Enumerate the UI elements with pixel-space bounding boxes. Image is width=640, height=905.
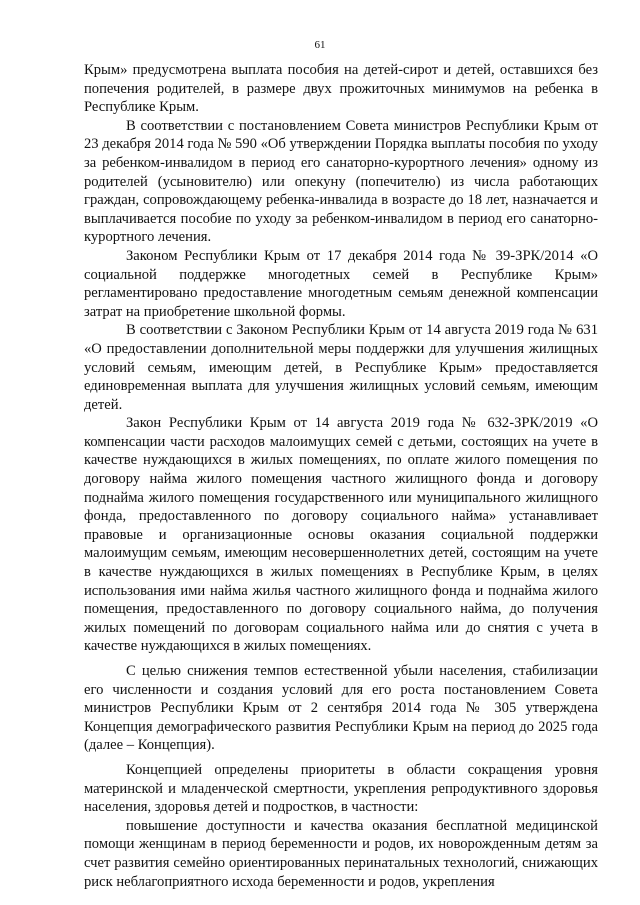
paragraph-concept-305: С целью снижения темпов естественной убыли населения, стабилизации его численности и создания условий для его роста постановлением Совета министров Республики Крым от 2 сентября 2014 года № 305 утверждена Концепция демографического развития Республики Крым на период до 2025 года (далее – Концепция). [84, 663, 598, 754]
document-body [84, 61, 598, 891]
paragraph-priorities: Концепцией определены приоритеты в области сокращения уровня материнской и младенческой смертности, укрепления репродуктивного здоровья населения, здоровья детей и подростков, в частности: [84, 761, 598, 816]
paragraph-decree-590: В соответствии с постановлением Совета министров Республики Крым от 23 декабря 2014 года № 590 «Об утверждении Порядка выплаты пособия по уходу за ребенком-инвалидом в период его санаторно-курортного лечения» одному из родителей (усыновителю) или опекуну (попечителю) из числа работающих граждан, сопровождающему ребенка-инвалида в возрасте до 18 лет, назначается и выплачивается пособие по уходу за ребенком-инвалидом в период его санаторно-курортного лечения. [84, 117, 599, 246]
paragraph-law-632: Закон Республики Крым от 14 августа 2019 года № 632-ЗРК/2019 «О компенсации части расходов малоимущих семей с детьми, состоящих на учете в качестве нуждающихся в жилых помещениях, по оплате жилого помещения по договору найма жилого помещения частного жилищного фонда и договору поднайма жилого помещения государственного или муниципального жилищного фонда, предоставленного по договору социального найма» устанавливает правовые и организационные основы оказания социальной поддержки малоимущим семьям, имеющим несовершеннолетних детей, состоящим на учете в качестве нуждающихся в жилых помещениях в Республике Крым, в целях использования ими найма жилья частного жилищного фонда и поднайма жилого помещения, предоставленного по договору социального найма, до получения жилых помещений по договорам социального найма или до снятия с учета в качестве нуждающихся в жилых помещениях. [84, 415, 598, 655]
paragraph-medical-care: повышение доступности и качества оказания бесплатной медицинской помощи женщинам в период беременности и родов, их новорожденным детям за счет развития семейно ориентированных перинатальных технологий, снижающих риск неблагоприятного исхода беременности и родов, укрепления [84, 817, 598, 890]
paragraph-continuation: Крым» предусмотрена выплата пособия на детей-сирот и детей, оставшихся без попечения родителей, в размере двух прожиточных минимумов на ребенка в Республике Крым. [84, 62, 598, 116]
paragraph-law-631: В соответствии с Законом Республики Крым от 14 августа 2019 года № 631 «О предоставлении дополнительной меры поддержки для улучшения жилищных условий семьям, имеющим детей, в Республике Крым» предоставляется единовременная выплата для улучшения жилищных условий семьям, имеющим детей. [84, 322, 598, 413]
paragraph-law-39: Законом Республики Крым от 17 декабря 2014 года № 39-ЗРК/2014 «О социальной поддержке многодетных семей в Республике Крым» регламентировано предоставление многодетным семьям денежной компенсации затрат на приобретение школьной формы. [84, 247, 598, 320]
page-number: 61 [314, 39, 326, 51]
